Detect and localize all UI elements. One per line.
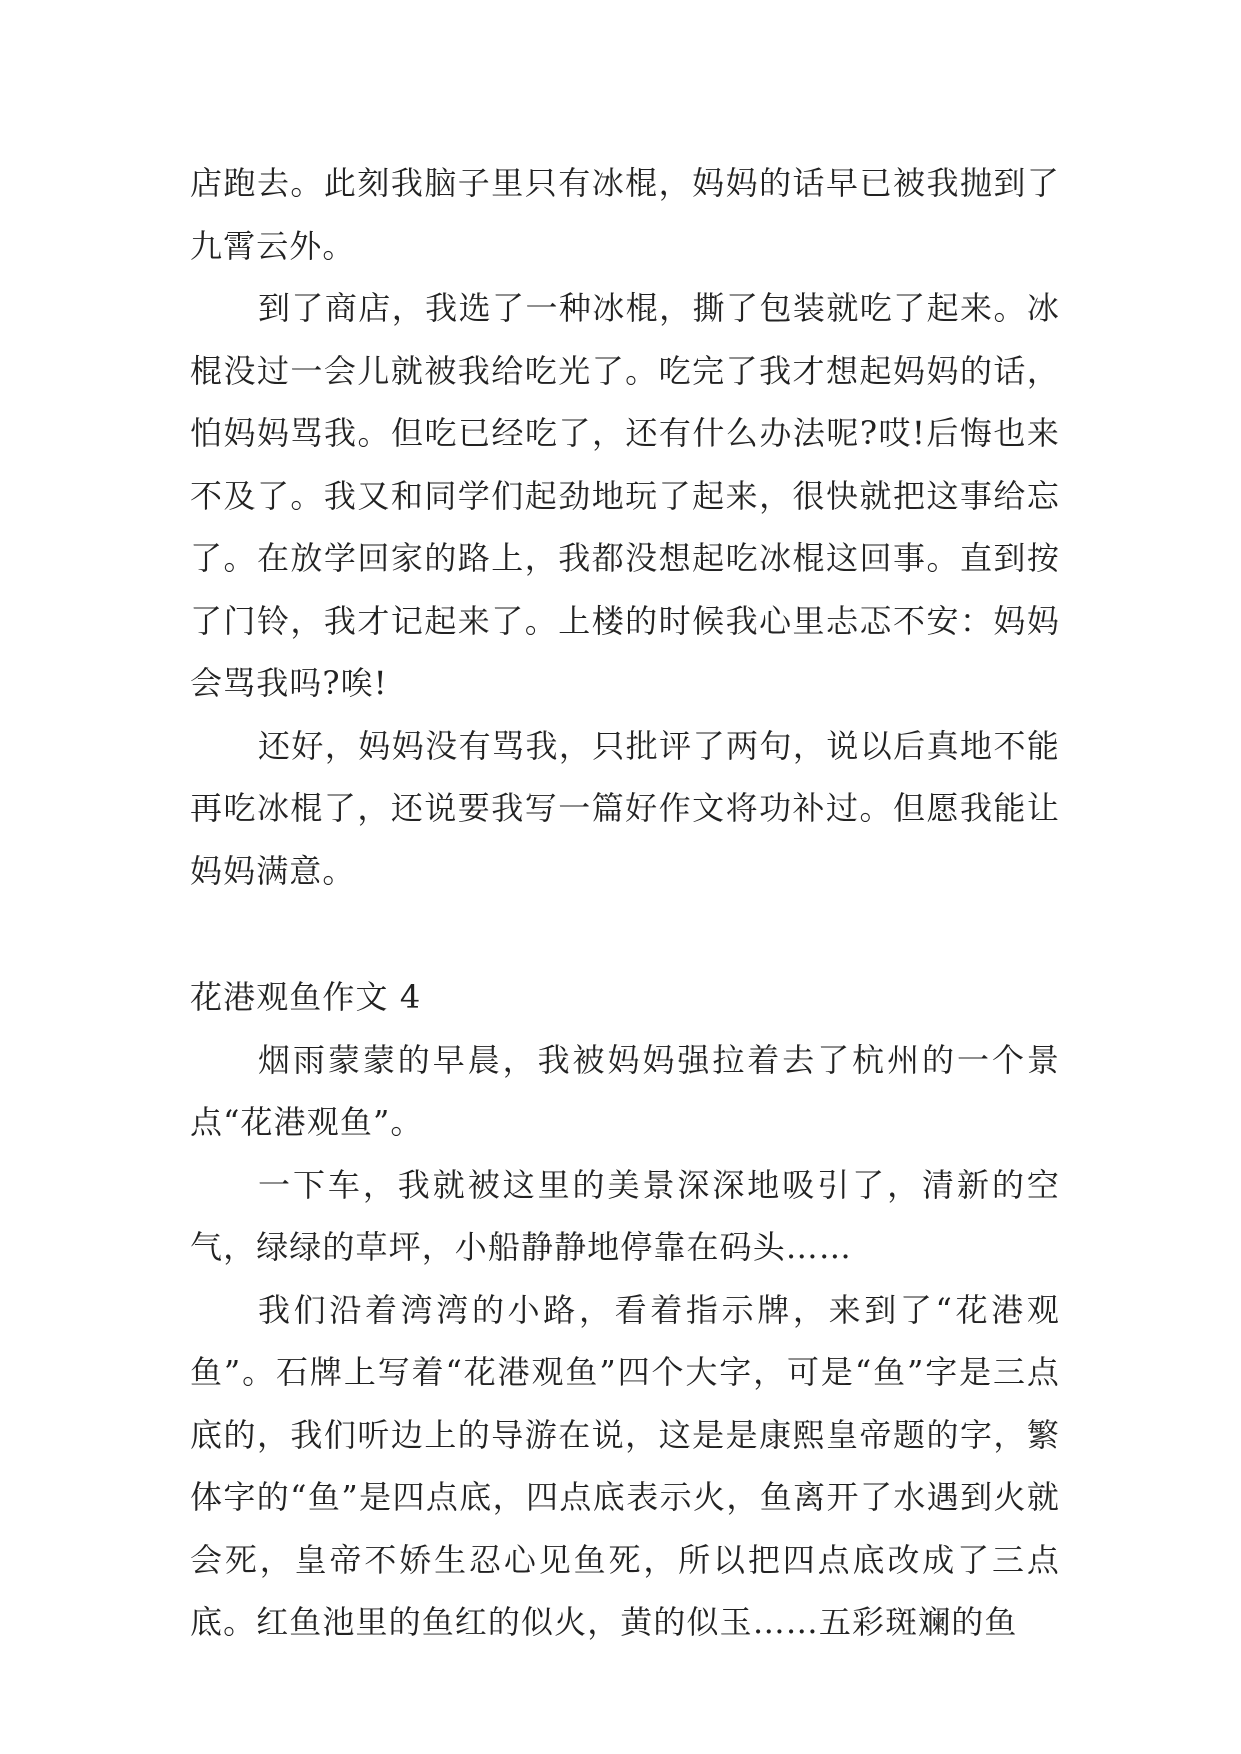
paragraph-store: 到了商店，我选了一种冰棍，撕了包装就吃了起来。冰棍没过一会儿就被我给吃光了。吃完了我才想起妈妈的话，怕妈妈骂我。但吃已经吃了，还有什么办法呢?哎!后悔也来不及了。我又和同学们起劲地玩了起来，很快就把这事给忘了。在放学回家的路上，我都没想起吃冰棍这回事。直到按了门铃，我才记起来了。上楼的时候我心里忐忑不安：妈妈会骂我吗?唉!	[190, 289, 1060, 702]
section-spacer	[190, 902, 1060, 966]
paragraph-ending: 还好，妈妈没有骂我，只批评了两句，说以后真地不能再吃冰棍了，还说要我写一篇好作文将功补过。但愿我能让妈妈满意。	[190, 726, 1060, 890]
paragraph-fish: 我们沿着湾湾的小路，看着指示牌，来到了“花港观鱼”。石牌上写着“花港观鱼”四个大字，可是“鱼”字是三点底的，我们听边上的导游在说，这是是康熙皇帝题的字，繁体字的“鱼”是四点底，四点底表示火，鱼离开了水遇到火就会死，皇帝不娇生忍心见鱼死，所以把四点底改成了三点底。红鱼池里的鱼红的似火，黄的似玉……五彩斑斓的鱼	[190, 1290, 1060, 1641]
essay-title: 花港观鱼作文 4	[190, 978, 422, 1016]
document-page	[190, 152, 1060, 1654]
paragraph-morning: 烟雨蒙蒙的早晨，我被妈妈强拉着去了杭州的一个景点“花港观鱼”。	[190, 1040, 1060, 1141]
paragraph-continuation: 店跑去。此刻我脑子里只有冰棍，妈妈的话早已被我抛到了九霄云外。	[190, 164, 1060, 265]
paragraph-scenery: 一下车，我就被这里的美景深深地吸引了，清新的空气，绿绿的草坪，小船静静地停靠在码头……	[190, 1165, 1060, 1266]
